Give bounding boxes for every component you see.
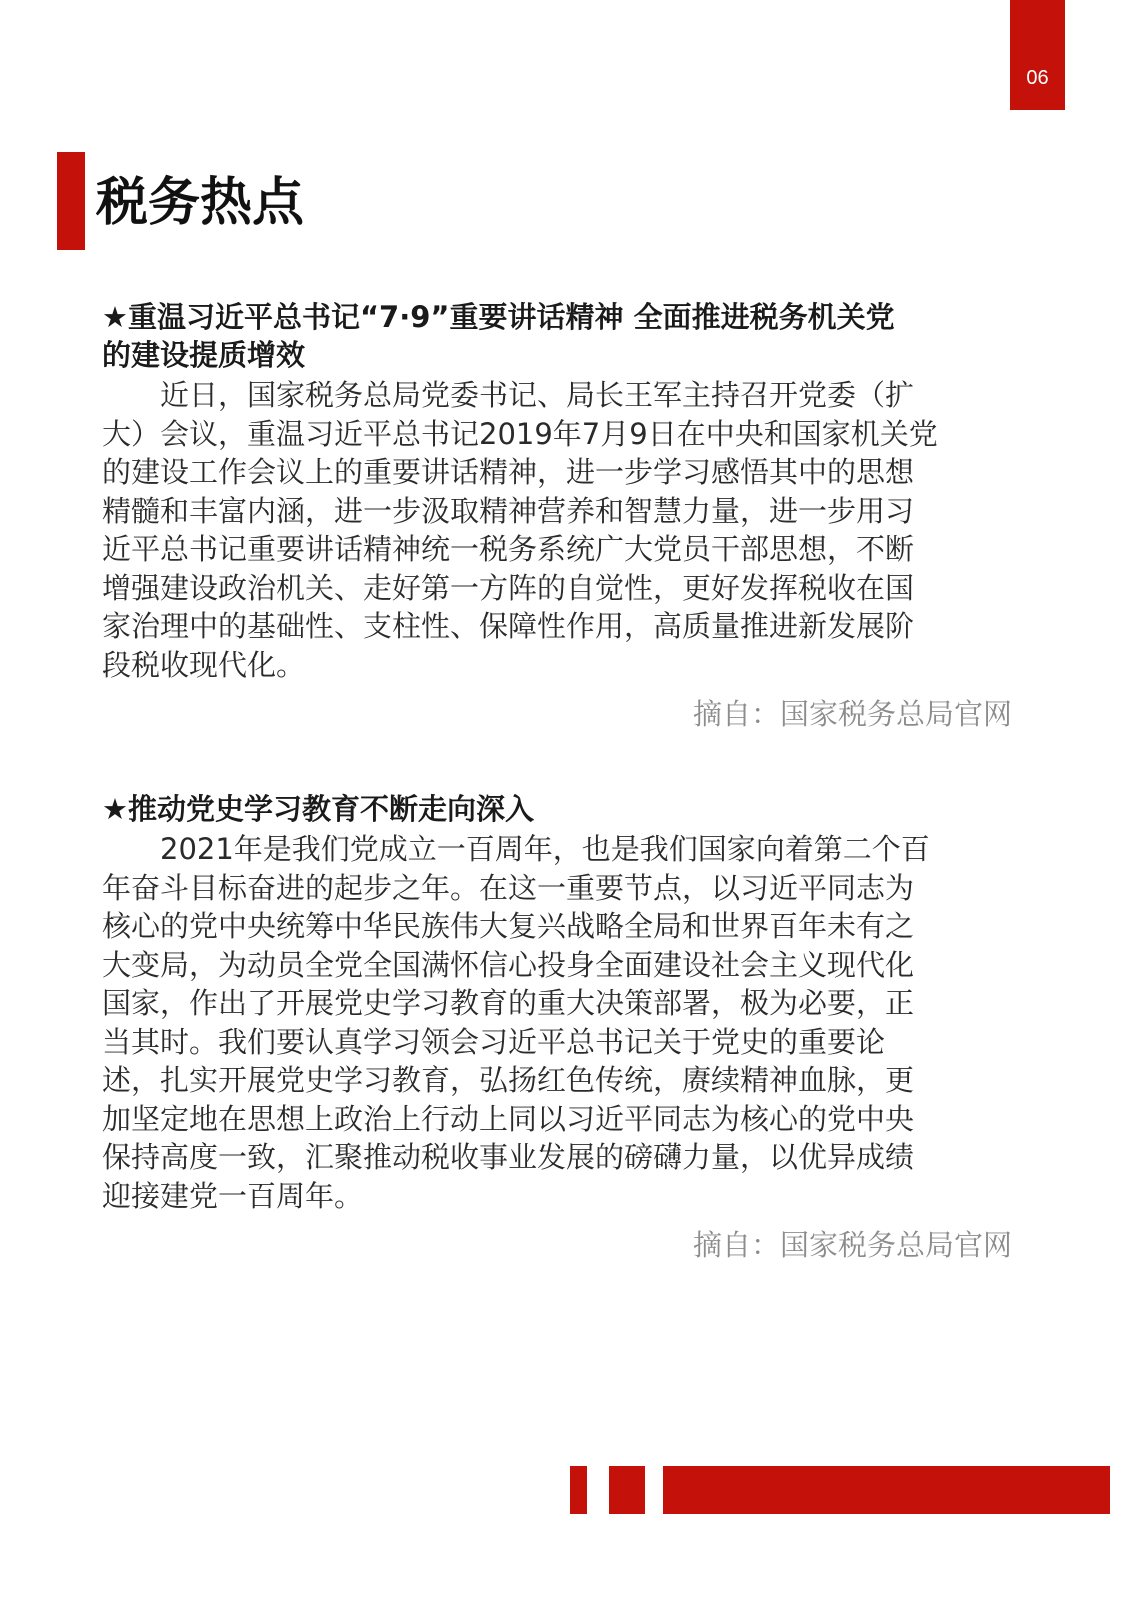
- article-title-line: ★重温习近平总书记“7·9”重要讲话精神 全面推进税务机关党: [102, 300, 895, 334]
- article-body-line: 近日，国家税务总局党委书记、局长王军主持召开党委（扩: [102, 378, 915, 412]
- article-title: [102, 298, 1012, 374]
- article-body-line: 的建设工作会议上的重要讲话精神，进一步学习感悟其中的思想: [102, 455, 915, 489]
- article-body-line: 段税收现代化。: [102, 647, 306, 682]
- article-body-line: 迎接建党一百周年。: [102, 1178, 364, 1213]
- article-body-line: 2021年是我们党成立一百周年，也是我们国家向着第二个百: [102, 832, 930, 866]
- article-title-line: ★推动党史学习教育不断走向深入: [102, 792, 534, 826]
- article-title: [102, 790, 1012, 828]
- article-body-line: 近平总书记重要讲话精神统一税务系统广大党员干部思想，不断: [102, 532, 915, 566]
- article-body-line: 家治理中的基础性、支柱性、保障性作用，高质量推进新发展阶: [102, 609, 915, 643]
- footer-decoration-bar-long: [663, 1466, 1110, 1514]
- section-title: 税务热点: [96, 173, 305, 233]
- article-body-line: 增强建设政治机关、走好第一方阵的自觉性，更好发挥税收在国: [102, 570, 915, 605]
- article-body-line: 核心的党中央统筹中华民族伟大复兴战略全局和世界百年未有之: [102, 909, 915, 943]
- page-number: 06: [1026, 67, 1049, 89]
- article: [102, 298, 1012, 734]
- article-body-line: 当其时。我们要认真学习领会习近平总书记关于党史的重要论: [102, 1024, 886, 1059]
- article-body: [102, 376, 1012, 684]
- article-body-line: 年奋斗目标奋进的起步之年。在这一重要节点，以习近平同志为: [102, 870, 915, 905]
- article-body-line: 保持高度一致，汇聚推动税收事业发展的磅礴力量，以优异成绩: [102, 1140, 915, 1174]
- article-body-line: 国家，作出了开展党史学习教育的重大决策部署，极为必要，正: [102, 986, 915, 1020]
- article: [102, 790, 1012, 1265]
- footer-decoration-bar-medium: [609, 1466, 645, 1514]
- article-title-line: 的建设提质增效: [102, 338, 306, 372]
- article-body-line: 述，扎实开展党史学习教育，弘扬红色传统，赓续精神血脉，更: [102, 1063, 915, 1097]
- article-body: [102, 830, 1012, 1215]
- section-title-accent-bar: [57, 152, 85, 250]
- footer-decoration-bar-small: [570, 1466, 587, 1514]
- article-body-line: 加坚定地在思想上政治上行动上同以习近平同志为核心的党中央: [102, 1101, 915, 1136]
- article-source: 摘自：国家税务总局官网: [692, 1228, 1012, 1262]
- article-body-line: 大）会议，重温习近平总书记2019年7月9日在中央和国家机关党: [102, 416, 938, 451]
- article-body-line: 精髓和丰富内涵，进一步汲取精神营养和智慧力量，进一步用习: [102, 493, 915, 528]
- page-number-tab: [1010, 0, 1065, 110]
- article-body-line: 大变局，为动员全党全国满怀信心投身全面建设社会主义现代化: [102, 947, 915, 982]
- article-source: 摘自：国家税务总局官网: [692, 697, 1012, 731]
